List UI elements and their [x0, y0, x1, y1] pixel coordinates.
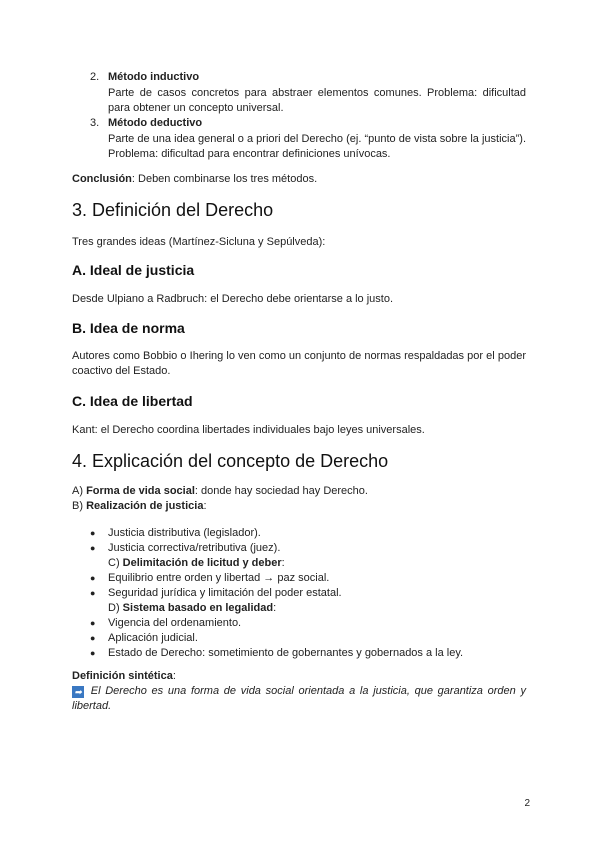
item-c-text: : [281, 557, 285, 569]
list-item-text: Equilibrio entre orden y libertad → paz social. [108, 572, 330, 584]
section-4-item-d [90, 601, 526, 616]
list-item [90, 541, 526, 556]
list-item-text: Seguridad jurídica y limitación del poder estatal. [108, 587, 342, 599]
method-number: 3. [90, 117, 100, 129]
method-number: 2. [90, 71, 100, 83]
bullet-icon: ● [90, 528, 96, 538]
item-prefix: D) [108, 602, 123, 614]
list-item-text: Vigencia del ordenamiento. [108, 617, 242, 629]
item-d-text: : [273, 602, 277, 614]
subsection-b-heading: B. Idea de norma [72, 320, 185, 336]
item-b-label: Realización de justicia [86, 500, 204, 512]
item-d-label: Sistema basado en legalidad [122, 602, 274, 614]
bullet-icon: ● [90, 543, 96, 553]
section-4-item-a [72, 484, 526, 499]
bullet-icon: ● [90, 588, 96, 598]
bullet-icon: ● [90, 618, 96, 628]
conclusion-label: Conclusión [72, 173, 132, 185]
item-prefix: A) [72, 485, 87, 497]
list-item-text: Justicia distributiva (legislador). [108, 527, 261, 539]
item-prefix: C) [108, 557, 123, 569]
page-number: 2 [524, 798, 530, 809]
method-title: Método deductivo [108, 117, 203, 129]
subsection-a-heading: A. Ideal de justicia [72, 262, 195, 278]
synthetic-definition-text-line [72, 684, 526, 714]
bullet-icon: ● [90, 573, 96, 583]
bullet-icon: ● [90, 633, 96, 643]
item-prefix: B) [72, 500, 87, 512]
item-b-text: : [203, 500, 207, 512]
bullet-list [90, 526, 526, 661]
list-item-text: Aplicación judicial. [108, 632, 198, 644]
list-item [90, 571, 526, 586]
conclusion-paragraph [72, 172, 526, 187]
list-item [90, 646, 526, 661]
synthetic-colon: : [172, 670, 176, 682]
list-item [90, 631, 526, 646]
method-text: Parte de casos concretos para abstraer elementos comunes. Problema: dificultad para obtener un concepto universal. [108, 87, 526, 114]
list-item-text: Justicia correctiva/retributiva (juez). [108, 542, 281, 554]
section-4-item-c [90, 556, 526, 571]
section-3-heading: 3. Definición del Derecho [72, 200, 274, 220]
bullet-icon: ● [90, 648, 96, 658]
conclusion-text: : Deben combinarse los tres métodos. [131, 173, 318, 185]
synthetic-definition-label: Definición sintética [72, 670, 173, 682]
arrow-right-icon: ➡ [72, 686, 84, 698]
section-3-intro: Tres grandes ideas (Martínez-Sicluna y Sepúlveda): [72, 236, 326, 248]
subsection-a-text: Desde Ulpiano a Radbruch: el Derecho debe orientarse a lo justo. [72, 293, 394, 305]
subsection-b-text: Autores como Bobbio o Ihering lo ven como un conjunto de normas respaldadas por el poder coactivo del Estado. [72, 350, 526, 377]
method-title: Método inductivo [108, 71, 200, 83]
subsection-c-heading: C. Idea de libertad [72, 393, 193, 409]
list-item [90, 586, 526, 601]
item-a-text: : donde hay sociedad hay Derecho. [194, 485, 368, 497]
list-item [90, 526, 526, 541]
section-4-item-b [72, 499, 526, 514]
synthetic-definition-label-line [72, 669, 526, 684]
method-text: Parte de una idea general o a priori del Derecho (ej. “punto de vista sobre la justicia”). Problema: dificultad para encontrar definiciones unívocas. [108, 133, 526, 160]
list-item [90, 616, 526, 631]
item-a-label: Forma de vida social [86, 485, 195, 497]
item-c-label: Delimitación de licitud y deber [122, 557, 282, 569]
subsection-c-text: Kant: el Derecho coordina libertades individuales bajo leyes universales. [72, 424, 425, 436]
section-4-heading: 4. Explicación del concepto de Derecho [72, 451, 389, 471]
synthetic-definition-text: El Derecho es una forma de vida social orientada a la justicia, que garantiza orden y libertad. [72, 685, 527, 712]
list-item-text: Estado de Derecho: sometimiento de gobernantes y gobernados a la ley. [108, 647, 464, 659]
